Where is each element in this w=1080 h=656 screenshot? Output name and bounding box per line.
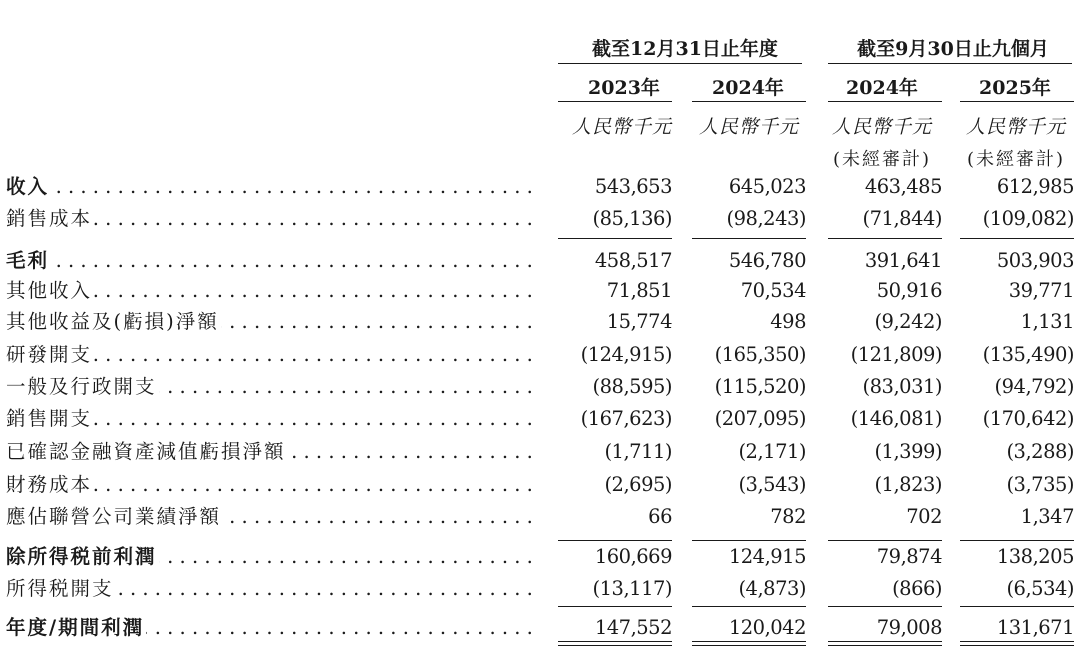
row-value-col-4: (3,735) [1006, 473, 1074, 496]
total-double-rule-1 [558, 641, 672, 642]
row-value-col-1: 543,653 [594, 175, 672, 198]
row-label-text: 收入 [6, 175, 50, 198]
subtotal-rule-4 [960, 238, 1074, 239]
row-value-col-2: 120,042 [728, 616, 806, 639]
subtotal-rule-8 [960, 540, 1074, 541]
row-label [6, 340, 534, 370]
row-value-col-1: 66 [648, 505, 672, 528]
table-row [0, 404, 1080, 436]
row-label [6, 204, 534, 234]
row-value-col-2: (207,095) [714, 407, 806, 430]
table-row [0, 340, 1080, 372]
row-value-col-1: (1,711) [604, 440, 672, 463]
row-label [6, 502, 534, 532]
header-group-full-year-rule [558, 63, 802, 64]
row-value-col-4: (170,642) [982, 407, 1074, 430]
row-label-text: 銷售開支 [6, 407, 93, 430]
table-row [0, 542, 1080, 574]
column-year-2-rule [692, 101, 806, 102]
row-value-col-3: 702 [906, 505, 942, 528]
row-value-col-2: 124,915 [728, 545, 806, 568]
row-value-col-3: 463,485 [864, 175, 942, 198]
row-value-col-2: (3,543) [738, 473, 806, 496]
row-value-col-2: 498 [770, 310, 806, 333]
row-value-col-3: (71,844) [862, 207, 942, 230]
row-value-col-4: 612,985 [996, 175, 1074, 198]
row-label-text: 所得税開支 [6, 577, 114, 600]
row-value-col-1: 160,669 [594, 545, 672, 568]
row-value-col-4: 1,347 [1020, 505, 1074, 528]
row-value-col-1: 458,517 [594, 249, 672, 272]
table-row [0, 437, 1080, 469]
row-value-col-3: (1,823) [874, 473, 942, 496]
table-row [0, 204, 1080, 236]
subtotal-rule-6 [692, 540, 806, 541]
row-label [6, 470, 534, 500]
subtotal-rule-1 [558, 238, 672, 239]
subtotal-rule-10 [692, 606, 806, 607]
row-label [6, 404, 534, 434]
column-year-3: 2024年 [846, 77, 918, 99]
header-group-nine-months: 截至9月30日止九個月 [857, 38, 1049, 60]
row-value-col-4: (135,490) [982, 343, 1074, 366]
table-row [0, 470, 1080, 502]
row-label [6, 542, 534, 572]
row-value-col-3: (1,399) [874, 440, 942, 463]
row-value-col-1: (167,623) [580, 407, 672, 430]
row-label [6, 437, 534, 467]
row-value-col-1: (88,595) [592, 375, 672, 398]
row-value-col-2: (165,350) [714, 343, 806, 366]
subtotal-rule-11 [828, 606, 942, 607]
column-year-4-rule [960, 101, 1074, 102]
row-value-col-3: 79,008 [876, 616, 942, 639]
header-group-full-year: 截至12月31日止年度 [592, 38, 778, 60]
subtotal-rule-9 [558, 606, 672, 607]
row-value-col-1: (85,136) [592, 207, 672, 230]
row-label-text: 年度/期間利潤 [6, 616, 145, 639]
row-value-col-4: 131,671 [996, 616, 1074, 639]
row-value-col-2: 546,780 [728, 249, 806, 272]
table-row [0, 172, 1080, 204]
row-label [6, 307, 534, 337]
row-label-text: 毛利 [6, 249, 50, 272]
row-value-col-4: (6,534) [1006, 577, 1074, 600]
row-label-text: 其他收入 [6, 279, 93, 302]
row-value-col-1: 71,851 [606, 279, 672, 302]
row-value-col-2: 782 [770, 505, 806, 528]
column-unit-4: 人民幣千元 [965, 116, 1066, 138]
row-label-text: 應佔聯營公司業績淨額 [6, 505, 222, 528]
row-value-col-4: (109,082) [982, 207, 1074, 230]
row-value-col-3: (83,031) [862, 375, 942, 398]
total-double-rule-2 [692, 641, 806, 642]
column-year-1: 2023年 [588, 77, 660, 99]
row-label-text: 已確認金融資產減值虧損淨額 [6, 440, 286, 463]
total-double-rule-3 [828, 641, 942, 642]
row-label-text: 銷售成本 [6, 207, 93, 230]
row-value-col-3: 391,641 [864, 249, 942, 272]
row-value-col-2: 70,534 [740, 279, 806, 302]
column-unit-3: 人民幣千元 [831, 116, 932, 138]
row-value-col-4: 1,131 [1020, 310, 1074, 333]
row-value-col-3: (146,081) [850, 407, 942, 430]
row-label [6, 613, 534, 643]
column-year-1-rule [558, 101, 672, 102]
row-label-text: 一般及行政開支 [6, 375, 157, 398]
row-value-col-3: 50,916 [876, 279, 942, 302]
row-value-col-2: (98,243) [726, 207, 806, 230]
row-value-col-3: 79,874 [876, 545, 942, 568]
row-value-col-4: 503,903 [996, 249, 1074, 272]
row-label [6, 574, 534, 604]
row-value-col-1: (2,695) [604, 473, 672, 496]
row-value-col-1: 15,774 [606, 310, 672, 333]
table-row [0, 574, 1080, 606]
row-value-col-4: (94,792) [994, 375, 1074, 398]
row-value-col-2: (2,171) [738, 440, 806, 463]
row-value-col-3: (121,809) [850, 343, 942, 366]
row-label [6, 246, 534, 276]
subtotal-rule-7 [828, 540, 942, 541]
column-year-3-rule [828, 101, 942, 102]
row-value-col-2: (115,520) [714, 375, 806, 398]
row-value-col-4: 39,771 [1008, 279, 1074, 302]
table-row [0, 276, 1080, 308]
column-year-2: 2024年 [712, 77, 784, 99]
column-unit-2: 人民幣千元 [698, 116, 799, 138]
row-value-col-3: (9,242) [874, 310, 942, 333]
column-audit-3: (未經審計) [832, 149, 932, 170]
row-value-col-1: (124,915) [580, 343, 672, 366]
row-label-text: 財務成本 [6, 473, 93, 496]
row-label [6, 276, 534, 306]
column-year-4: 2025年 [979, 77, 1051, 99]
row-value-col-2: 645,023 [728, 175, 806, 198]
header-group-nine-months-rule [828, 63, 1072, 64]
row-label-text: 除所得税前利潤 [6, 545, 157, 568]
subtotal-rule-5 [558, 540, 672, 541]
row-value-col-1: 147,552 [594, 616, 672, 639]
table-row [0, 372, 1080, 404]
row-value-col-4: 138,205 [996, 545, 1074, 568]
row-value-col-3: (866) [892, 577, 942, 600]
column-unit-1: 人民幣千元 [571, 116, 672, 138]
row-value-col-2: (4,873) [738, 577, 806, 600]
row-label [6, 372, 534, 402]
row-label-text: 其他收益及(虧損)淨額 [6, 310, 219, 333]
subtotal-rule-2 [692, 238, 806, 239]
table-row [0, 502, 1080, 534]
total-double-rule-4 [960, 641, 1074, 642]
table-row [0, 307, 1080, 339]
row-value-col-1: (13,117) [592, 577, 672, 600]
row-value-col-4: (3,288) [1006, 440, 1074, 463]
column-audit-4: (未經審計) [966, 149, 1066, 170]
row-label [6, 172, 534, 202]
subtotal-rule-12 [960, 606, 1074, 607]
row-label-text: 研發開支 [6, 343, 93, 366]
table-row [0, 246, 1080, 278]
subtotal-rule-3 [828, 238, 942, 239]
